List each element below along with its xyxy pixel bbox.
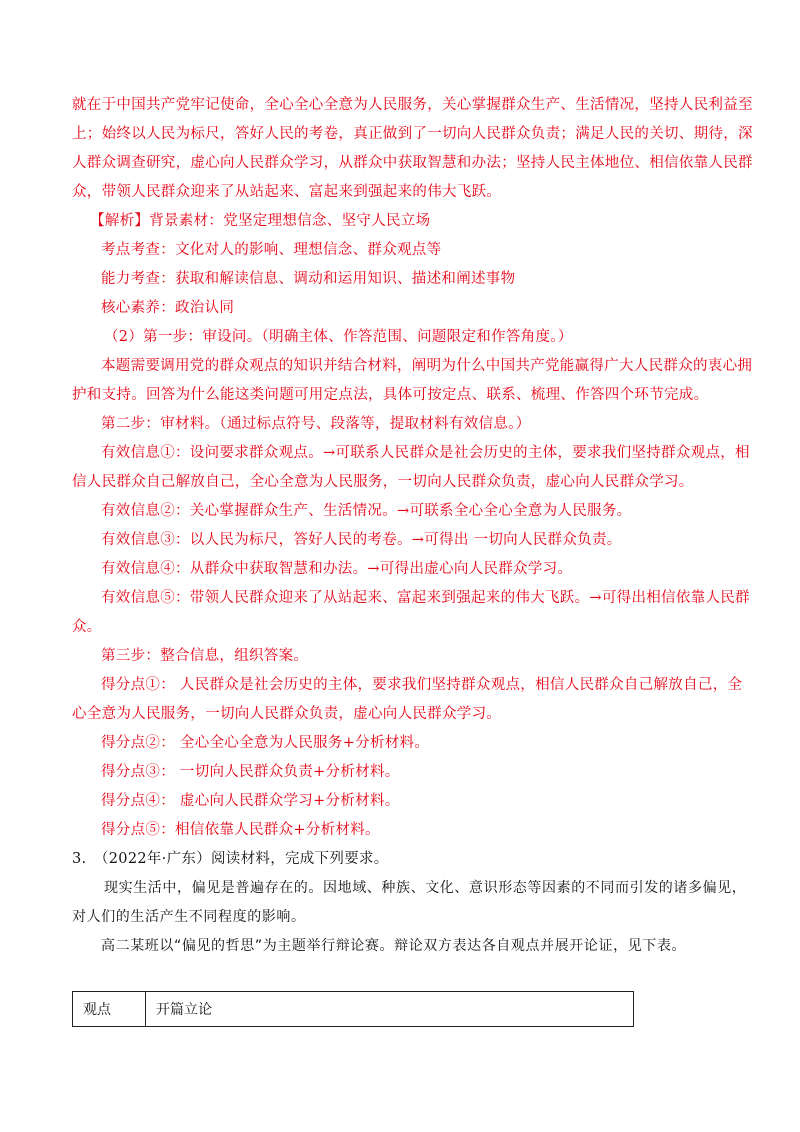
score5: 得分点⑤：相信依靠人民群众+分析材料。 — [101, 822, 380, 838]
step1-body-line-1: 本题需要调用党的群众观点的知识并结合材料，阐明为什么中国共产党能赢得广大人民群众的衷心拥 — [101, 358, 753, 374]
step3-title: 第三步：整合信息，组织答案。 — [101, 648, 309, 664]
debate-table — [72, 991, 634, 1027]
info1-line-1: 有效信息①：设问要求群众观点。→可联系人民群众是社会历史的主体，要求我们坚持群众观点，相 — [101, 445, 750, 461]
info3: 有效信息③：以人民为标尺，答好人民的考卷。→可得出 一切向人民群众负责。 — [101, 532, 622, 548]
score1-line-2: 心全意为人民服务，一切向人民群众负责，虚心向人民群众学习。 — [72, 706, 502, 722]
step1-title: （2）第一步：审设问。（明确主体、作答范围、问题限定和作答角度。） — [104, 329, 573, 345]
question3-para1-line-2: 对人们的生活产生不同程度的影响。 — [72, 909, 306, 925]
step2-title: 第二步：审材料。（通过标点符号、段落等，提取材料有效信息。） — [101, 416, 531, 432]
score1-line-1: 得分点①： 人民群众是社会历史的主体，要求我们坚持群众观点，相信人民群众自己解放自己，全 — [101, 677, 743, 693]
analysis-literacy: 核心素养：政治认同 — [101, 300, 235, 316]
step1-body-line-2: 护和支持。回答为什么能这类问题可用定点法，具体可按定点、联系、梳理、作答四个环节完成。 — [72, 387, 709, 403]
table-row — [73, 992, 634, 1027]
score3: 得分点③： 一切向人民群众负责+分析材料。 — [101, 764, 400, 780]
answer-line-3: 人群众调查研究，虚心向人民群众学习，从群众中获取智慧和办法；坚持人民主体地位、相信依靠人民群 — [72, 155, 753, 171]
question3-para2: 高二某班以“偏见的哲思”为主题举行辩论赛。辩论双方表达各自观点并展开论证，见下表。 — [101, 938, 687, 954]
info5-line-2: 众。 — [72, 619, 102, 635]
table-header-viewpoint: 观点 — [73, 992, 146, 1027]
info1-line-2: 信人民群众自己解放自己，全心全意为人民服务，一切向人民群众负责，虚心向人民群众学习。 — [72, 474, 694, 490]
analysis-background: 【解析】背景素材：党坚定理想信念、坚守人民立场 — [90, 213, 431, 229]
answer-line-1: 就在于中国共产党牢记使命，全心全心全意为人民服务，关心掌握群众生产、生活情况，坚持人民利益至 — [72, 97, 753, 113]
question3-para1-line-1: 现实生活中，偏见是普遍存在的。因地域、种族、文化、意识形态等因素的不同而引发的诸多偏见， — [104, 880, 747, 896]
answer-line-2: 上；始终以人民为标尺，答好人民的考卷，真正做到了一切向人民群众负责；满足人民的关切、期待，深 — [72, 126, 753, 142]
analysis-ability: 能力考查：获取和解读信息、调动和运用知识、描述和阐述事物 — [101, 271, 516, 287]
analysis-exam-points: 考点考查：文化对人的影响、理想信念、群众观点等 — [101, 242, 442, 258]
score4: 得分点④： 虚心向人民群众学习+分析材料。 — [101, 793, 400, 809]
info2: 有效信息②：关心掌握群众生产、生活情况。→可联系全心全心全意为人民服务。 — [101, 503, 632, 519]
table-header-opening: 开篇立论 — [146, 992, 634, 1027]
question3-header: 3. （2022年·广东）阅读材料，完成下列要求。 — [72, 851, 389, 867]
info5-line-1: 有效信息⑤：带领人民群众迎来了从站起来、富起来到强起来的伟大飞跃。→可得出相信依靠人民群 — [101, 590, 750, 606]
answer-line-4: 众，带领人民群众迎来了从站起来、富起来到强起来的伟大飞跃。 — [72, 184, 502, 200]
info4: 有效信息④：从群众中获取智慧和办法。→可得出虚心向人民群众学习。 — [101, 561, 573, 577]
score2: 得分点②： 全心全心全意为人民服务+分析材料。 — [101, 735, 430, 751]
